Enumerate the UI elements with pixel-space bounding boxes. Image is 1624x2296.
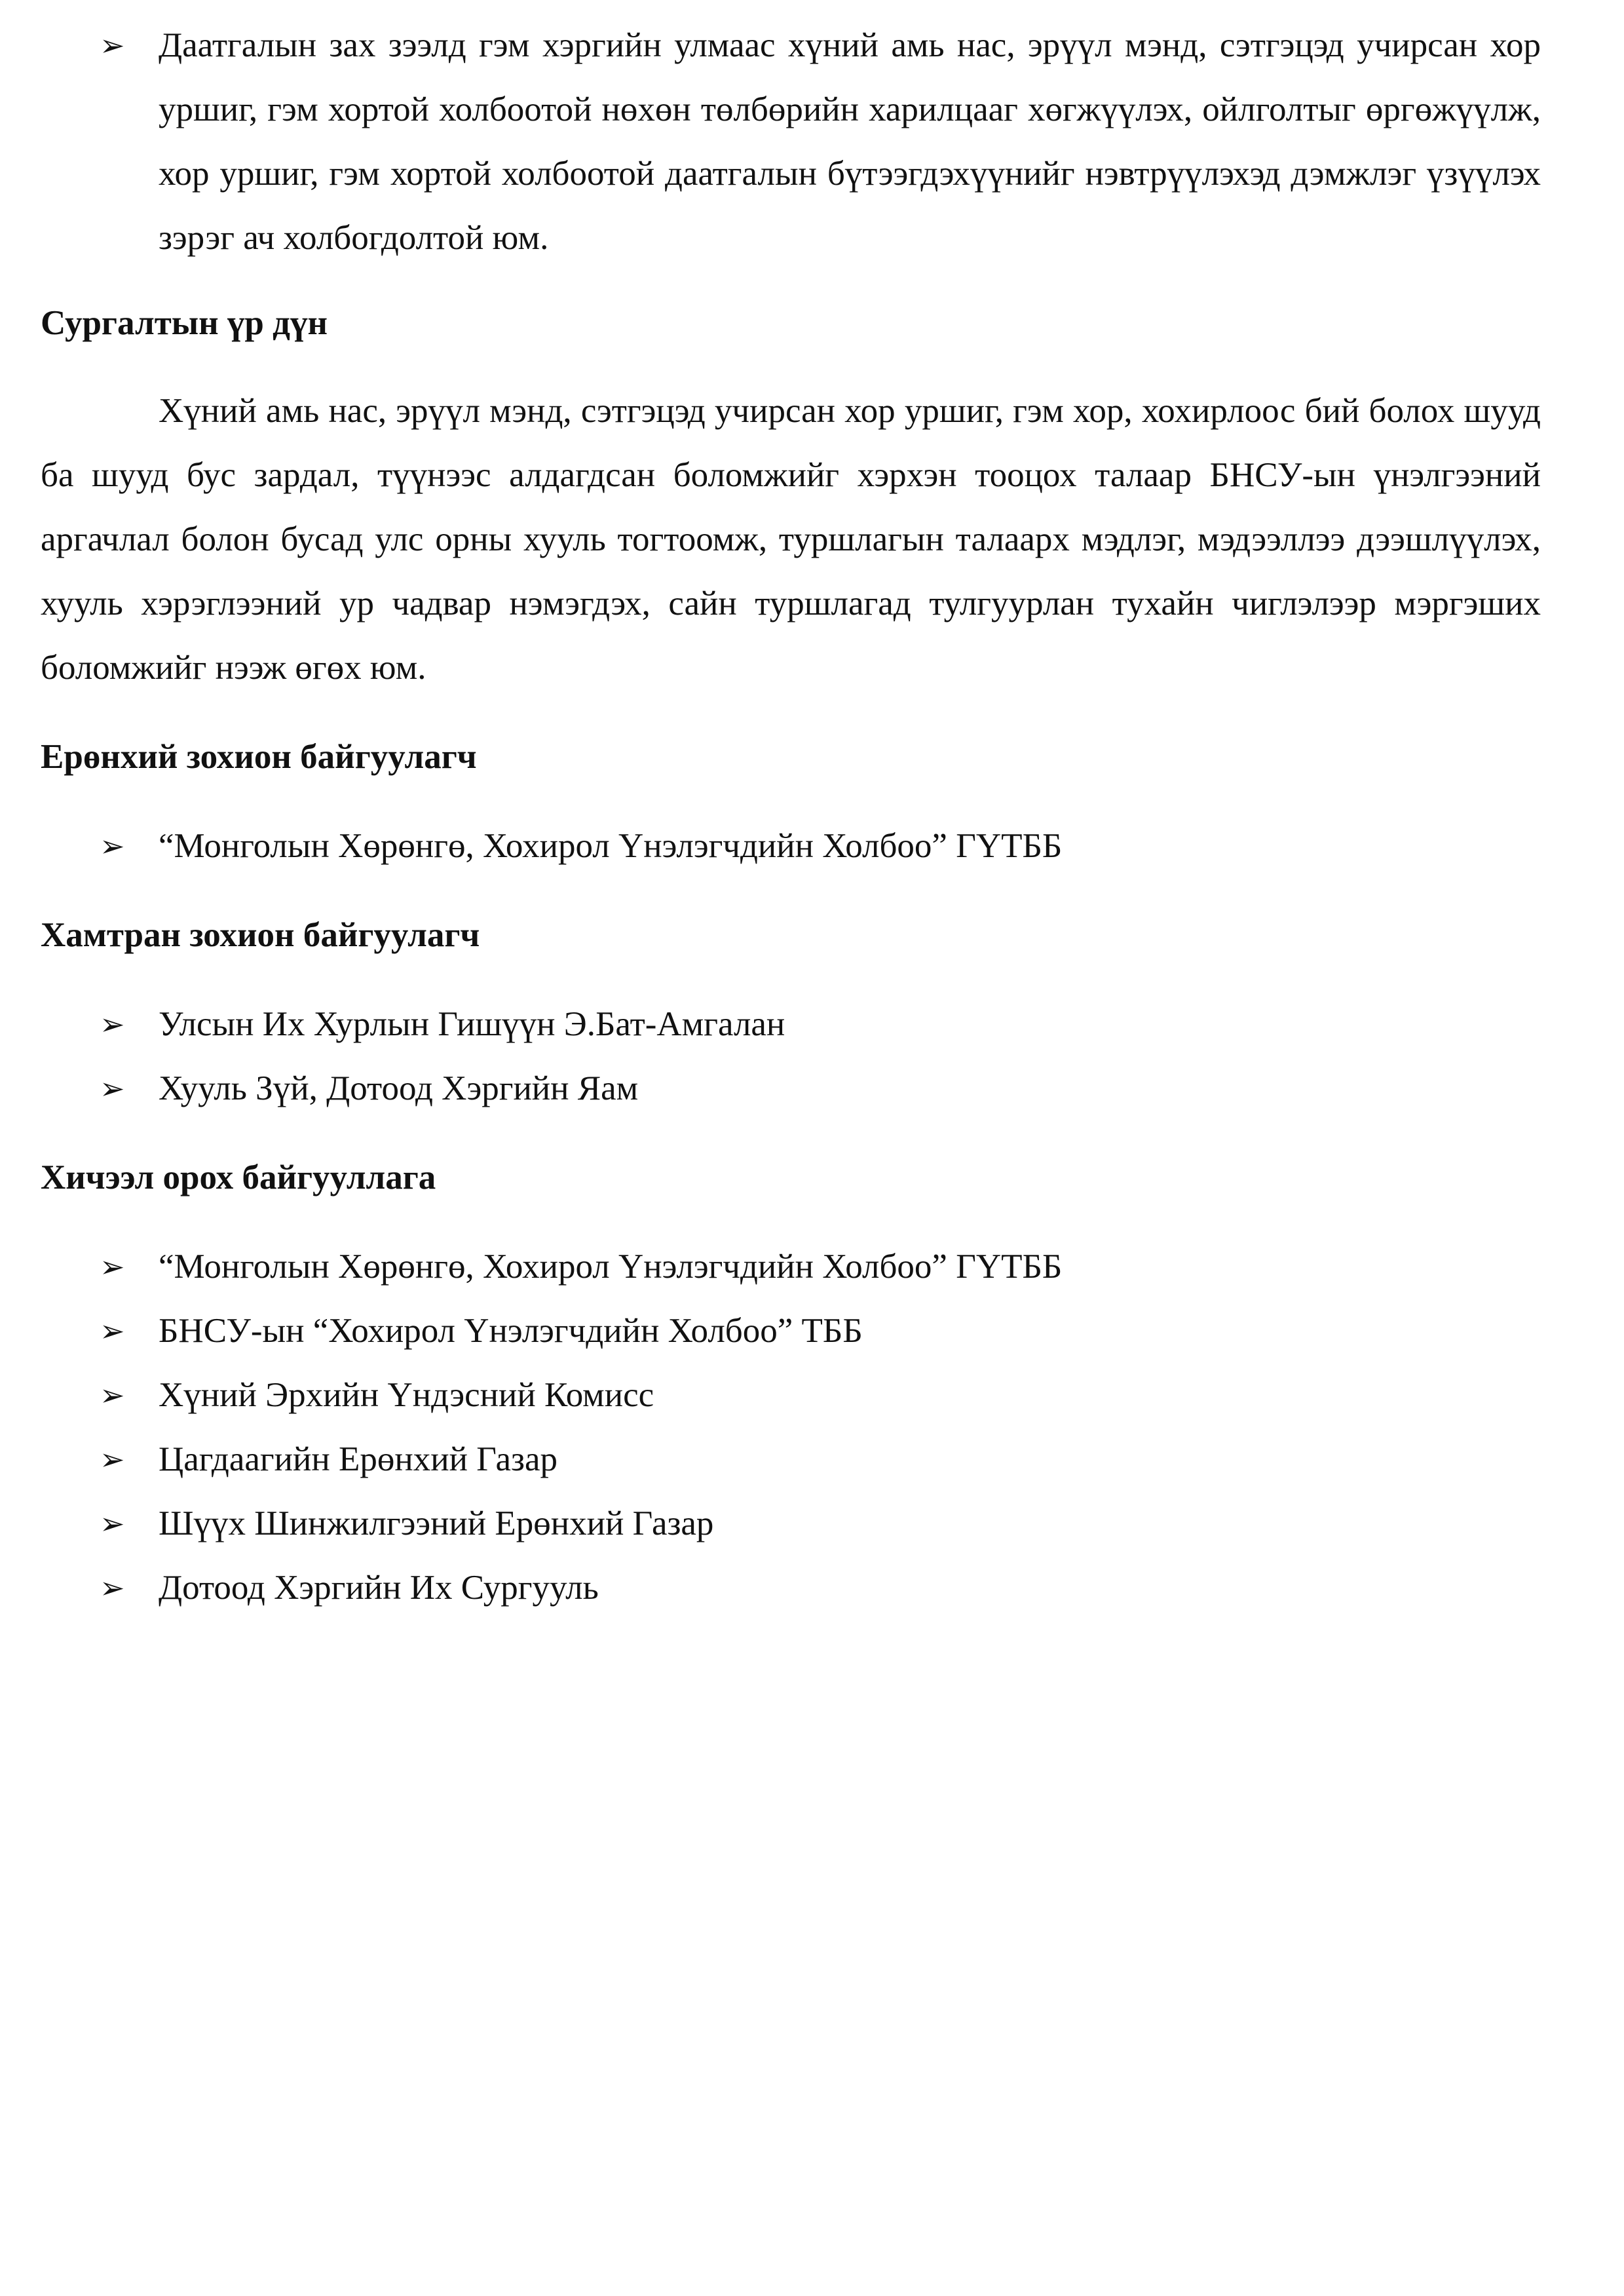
participant-item-text: Цагдаагийн Ерөнхий Газар: [159, 1440, 558, 1478]
participant-item-text: Хүний Эрхийн Үндэсний Комисс: [159, 1376, 654, 1414]
arrowhead-bullet-icon: ➢: [100, 1006, 125, 1042]
list-item: [41, 1234, 1541, 1299]
results-paragraph: Хүний амь нас, эрүүл мэнд, сэтгэцэд учирсан хор уршиг, гэм хор, хохирлоос бий болох шууд ба шууд бус зардал, түүнээс алдагдсан боломжийг хэрхэн тооцох талаар БНСУ-ын үнэлгээний аргачлал болон бусад улс орны хууль тогтоомж, туршлагын талаарх мэдлэг, мэдээллээ дээшлүүлэх, хууль хэрэглээний ур чадвар нэмэгдэх, сайн туршлагад тулгуурлан тухайн чиглэлээр мэргэших боломжийг нээж өгөх юм.: [41, 392, 1541, 687]
arrowhead-bullet-icon: ➢: [100, 1442, 125, 1477]
co-organizer-heading: Хамтран зохион байгуулагч: [41, 916, 480, 954]
arrowhead-bullet-icon: ➢: [100, 828, 125, 864]
list-item: [41, 1427, 1541, 1491]
organizer-list: [41, 814, 1541, 878]
results-heading: Сургалтын үр дүн: [41, 304, 328, 342]
list-item: [41, 1363, 1541, 1427]
participants-heading: Хичээл орох байгууллага: [41, 1158, 436, 1196]
list-item: [41, 1299, 1541, 1363]
participant-item-text: “Монголын Хөрөнгө, Хохирол Үнэлэгчдийн Холбоо” ГҮТББ: [159, 1248, 1063, 1286]
list-item: [41, 992, 1541, 1056]
list-item: [41, 1056, 1541, 1120]
co-organizer-list: [41, 992, 1541, 1120]
arrowhead-bullet-icon: ➢: [100, 1313, 125, 1349]
arrowhead-bullet-icon: ➢: [100, 1071, 125, 1106]
arrowhead-bullet-icon: ➢: [100, 28, 125, 63]
intro-bullet-text: Даатгалын зах зээлд гэм хэргийн улмаас хүний амь нас, эрүүл мэнд, сэтгэцэд учирсан хор уршиг, гэм хортой холбоотой нөхөн төлбөрийн харилцааг хөгжүүлэх, ойлголтыг өргөжүүлж, хор уршиг, гэм хортой холбоотой даатгалын бүтээгдэхүүнийг нэвтрүүлэхэд дэмжлэг үзүүлэх зэрэг ач холбогдолтой юм.: [159, 26, 1541, 257]
list-item: [41, 814, 1541, 878]
co-organizer-item-text: Улсын Их Хурлын Гишүүн Э.Бат-Амгалан: [159, 1005, 785, 1043]
intro-bullet-list: [41, 13, 1541, 270]
participant-item-text: БНСУ-ын “Хохирол Үнэлэгчдийн Холбоо” ТББ: [159, 1312, 863, 1350]
co-organizer-item-text: Хууль Зүй, Дотоод Хэргийн Яам: [159, 1069, 639, 1107]
arrowhead-bullet-icon: ➢: [100, 1249, 125, 1284]
participant-item-text: Шүүх Шинжилгээний Ерөнхий Газар: [159, 1504, 714, 1542]
document-page: [41, 0, 1541, 1620]
participants-list: [41, 1234, 1541, 1620]
organizer-item-text: “Монголын Хөрөнгө, Хохирол Үнэлэгчдийн Холбоо” ГҮТББ: [159, 827, 1063, 865]
participant-item-text: Дотоод Хэргийн Их Сургууль: [159, 1569, 599, 1607]
list-item: [41, 13, 1541, 270]
arrowhead-bullet-icon: ➢: [100, 1570, 125, 1605]
list-item: [41, 1491, 1541, 1556]
organizer-heading: Ерөнхий зохион байгуулагч: [41, 738, 477, 776]
arrowhead-bullet-icon: ➢: [100, 1506, 125, 1541]
list-item: [41, 1556, 1541, 1620]
arrowhead-bullet-icon: ➢: [100, 1377, 125, 1413]
